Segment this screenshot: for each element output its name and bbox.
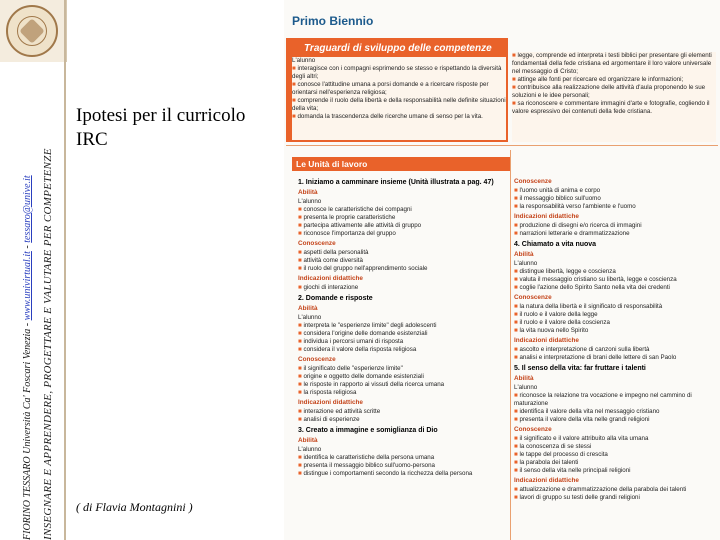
band-title: Traguardi di sviluppo delle competenze	[304, 43, 492, 54]
list-item: ■ presenta il messaggio biblico sull'uomo-persona	[298, 462, 436, 469]
subsection-label: Abilità	[298, 305, 318, 312]
list-item: ■ il senso della vita nelle principali religioni	[514, 467, 631, 474]
subsection-label: Abilità	[514, 375, 534, 382]
list-item: ■ origine e oggetto delle domande esistenziali	[298, 373, 424, 380]
band-line: ■ comprende il ruolo della libertà e della responsabilità nelle definite situazioni della vita;	[292, 97, 506, 112]
bullet-icon: ■	[298, 214, 304, 221]
bullet-icon: ■	[298, 257, 304, 264]
list-item: ■ la parabola dei talenti	[514, 459, 579, 466]
banner-motto: INSEGNARE E APPRENDERE, PROGETTARE E VALUTARE PER COMPETENZE	[42, 148, 54, 540]
unit-heading: 5. Il senso della vita: far fruttare i talenti	[514, 365, 646, 372]
unit-heading: 3. Creato a immagine e somiglianza di Dio	[298, 427, 438, 434]
bullet-icon: ■	[292, 81, 298, 88]
bullet-icon: ■	[512, 76, 518, 83]
list-item: ■ il ruolo del gruppo nell'apprendimento sociale	[298, 265, 428, 272]
band-line: ■ contribuisce alla realizzazione delle attività d'aula proponendo le sue soluzioni e le idee personali;	[512, 84, 706, 99]
list-item: ■ analisi di esperienze	[298, 416, 360, 423]
bullet-icon: ■	[514, 467, 520, 474]
university-logo	[0, 0, 67, 62]
bullet-icon: ■	[298, 284, 304, 291]
list-item: ■ la risposta religiosa	[298, 389, 357, 396]
bullet-icon: ■	[298, 330, 304, 337]
subsection-label: Indicazioni didattiche	[298, 399, 363, 406]
bullet-icon: ■	[514, 451, 520, 458]
bullet-icon: ■	[298, 206, 304, 213]
list-item: ■ il ruolo e il valore della coscienza	[514, 319, 610, 326]
bullet-icon: ■	[298, 389, 304, 396]
column-divider	[510, 150, 511, 540]
band-line: ■ interagisce con i compagni esprimendo se stesso e rispettando la diversità degli altri;	[292, 65, 502, 80]
band-left-text	[292, 57, 506, 140]
bullet-icon: ■	[298, 408, 304, 415]
list-item: ■ l'uomo unità di anima e corpo	[514, 187, 601, 194]
bullet-icon: ■	[512, 84, 518, 91]
text-line: L'alunno	[298, 314, 322, 321]
university-seal-icon	[6, 5, 58, 57]
email-link[interactable]: tessaro@unive.it	[22, 175, 33, 243]
bullet-icon: ■	[512, 52, 518, 59]
list-item: ■ coglie l'azione dello Spirito Santo nella vita dei credenti	[514, 284, 670, 291]
subsection-label: Abilità	[298, 437, 318, 444]
bullet-icon: ■	[292, 97, 298, 104]
bullet-icon: ■	[298, 338, 304, 345]
slide-title: Ipotesi per il curricolo IRC	[76, 105, 246, 150]
text-line: L'alunno	[514, 260, 538, 267]
bullet-icon: ■	[514, 195, 520, 202]
list-item: ■ valuta il messaggio cristiano su libertà, legge e coscienza	[514, 276, 677, 283]
bullet-icon: ■	[514, 459, 520, 466]
subsection-label: Conoscenze	[514, 294, 552, 301]
list-item: ■ la responsabilità verso l'ambiente e l'uomo	[514, 203, 636, 210]
subsection-label: Conoscenze	[514, 178, 552, 185]
bullet-icon: ■	[514, 311, 520, 318]
bullet-icon: ■	[514, 494, 520, 501]
subsection-label: Indicazioni didattiche	[298, 275, 363, 282]
bullet-icon: ■	[514, 435, 520, 442]
list-item: ■ il significato delle "esperienze limite"	[298, 365, 403, 372]
bullet-icon: ■	[514, 303, 520, 310]
bullet-icon: ■	[514, 230, 520, 237]
band-line: ■ conosce l'attitudine umana a porsi domande e a ricercare risposte per orientarsi nell'esperienza religiosa;	[292, 81, 489, 96]
subsection-label: Abilità	[514, 251, 534, 258]
bullet-icon: ■	[514, 392, 520, 399]
bullet-icon: ■	[514, 327, 520, 334]
list-item: ■ lavori di gruppo su testi delle grandi religioni	[514, 494, 640, 501]
list-item: ■ il messaggio biblico sull'uomo	[514, 195, 601, 202]
bullet-icon: ■	[298, 346, 304, 353]
bullet-icon: ■	[292, 113, 298, 120]
bullet-icon: ■	[298, 265, 304, 272]
left-column	[298, 176, 506, 478]
bullet-icon: ■	[514, 222, 520, 229]
list-item: ■ le tappe del processo di crescita	[514, 451, 608, 458]
bullet-icon: ■	[292, 65, 298, 72]
list-item: ■ presenta le proprie caratteristiche	[298, 214, 396, 221]
banner-author-line: FIORINO TESSARO Università Ca' Foscari Venezia - www.univirtual.it - tessaro@unive.it	[22, 175, 33, 540]
list-item: ■ distingue i comportamenti secondo la ricchezza della persona	[298, 470, 473, 477]
bullet-icon: ■	[298, 222, 304, 229]
subsection-label: Indicazioni didattiche	[514, 213, 579, 220]
list-item: ■ attualizzazione e drammatizzazione della parabola dei talenti	[514, 486, 687, 493]
list-item: ■ interazione ed attività scritte	[298, 408, 381, 415]
list-item: ■ individua i percorsi umani di risposta	[298, 338, 404, 345]
bullet-icon: ■	[514, 486, 520, 493]
band-line: ■ domanda la trascendenza delle ricerche umane di senso per la vita.	[292, 113, 483, 120]
band-right-text	[512, 52, 716, 142]
bullet-icon: ■	[514, 346, 520, 353]
band-line: L'alunno	[292, 57, 316, 64]
bullet-icon: ■	[514, 276, 520, 283]
list-item: ■ la conoscenza di se stessi	[514, 443, 592, 450]
list-item: ■ la natura della libertà e il significato di responsabilità	[514, 303, 663, 310]
slide-author: ( di Flavia Montagnini )	[76, 500, 193, 514]
bullet-icon: ■	[298, 462, 304, 469]
bullet-icon: ■	[298, 416, 304, 423]
band-line: ■ legge, comprende ed interpreta i testi biblici per presentare gli elementi fondamentali della fede cristiana ed argomentare il loro valore universale nel messaggio di Cristo;	[512, 52, 712, 75]
list-item: ■ giochi di interazione	[298, 284, 359, 291]
list-item: ■ attività come diversità	[298, 257, 363, 264]
list-item: ■ riconosce la relazione tra vocazione e impegno nel cammino di maturazione	[514, 392, 692, 407]
bullet-icon: ■	[514, 268, 520, 275]
bullet-icon: ■	[514, 203, 520, 210]
unit-heading: 1. Iniziamo a camminare insieme (Unità illustrata a pag. 47)	[298, 179, 494, 186]
subsection-label: Conoscenze	[298, 356, 336, 363]
list-item: ■ le risposte in rapporto ai vissuti della ricerca umana	[298, 381, 445, 388]
bullet-icon: ■	[298, 322, 304, 329]
bullet-icon: ■	[298, 454, 304, 461]
doc-heading: Primo Biennio	[292, 14, 374, 28]
list-item: ■ produzione di disegni e/o ricerca di immagini	[514, 222, 642, 229]
list-item: ■ analisi e interpretazione di brani delle lettere di san Paolo	[514, 354, 677, 361]
list-item: ■ aspetti della personalità	[298, 249, 369, 256]
subsection-label: Conoscenze	[298, 240, 336, 247]
list-item: ■ identifica le caratteristiche della persona umana	[298, 454, 435, 461]
subsection-label: Abilità	[298, 189, 318, 196]
bullet-icon: ■	[514, 416, 520, 423]
bullet-icon: ■	[514, 187, 520, 194]
list-item: ■ il significato e il valore attribuito alla vita umana	[514, 435, 649, 442]
bullet-icon: ■	[298, 230, 304, 237]
banner-divider	[64, 0, 66, 540]
section-divider	[286, 145, 718, 146]
list-item: ■ distingue libertà, legge e coscienza	[514, 268, 616, 275]
subsection-label: Indicazioni didattiche	[514, 477, 579, 484]
list-item: ■ ascolto e interpretazione di canzoni sulla libertà	[514, 346, 650, 353]
unit-heading: 4. Chiamato a vita nuova	[514, 241, 597, 248]
list-item: ■ presenta il valore della vita nelle grandi religioni	[514, 416, 650, 423]
section-label: Le Unità di lavoro	[292, 157, 510, 171]
list-item: ■ conosce le caratteristiche dei compagni	[298, 206, 412, 213]
subsection-label: Indicazioni didattiche	[514, 337, 579, 344]
list-item: ■ narrazioni letterarie e drammatizzazione	[514, 230, 630, 237]
bullet-icon: ■	[514, 443, 520, 450]
text-line: L'alunno	[298, 446, 322, 453]
website-link[interactable]: www.univirtual.it	[22, 251, 33, 321]
list-item: ■ partecipa attivamente alle attività di gruppo	[298, 222, 422, 229]
bullet-icon: ■	[298, 373, 304, 380]
bullet-icon: ■	[298, 249, 304, 256]
right-column	[514, 176, 714, 502]
bullet-icon: ■	[514, 284, 520, 291]
list-item: ■ la vita nuova nello Spirito	[514, 327, 589, 334]
list-item: ■ considera l'origine delle domande esistenziali	[298, 330, 428, 337]
subsection-label: Conoscenze	[514, 426, 552, 433]
curriculum-scan	[284, 0, 720, 540]
bullet-icon: ■	[514, 354, 520, 361]
text-line: L'alunno	[298, 198, 322, 205]
bullet-icon: ■	[514, 408, 520, 415]
bullet-icon: ■	[514, 319, 520, 326]
band-line: ■ sa riconoscere e commentare immagini d'arte e fotografie, cogliendo il valore espressivo dei contenuti della fede cristiana.	[512, 100, 710, 115]
bullet-icon: ■	[512, 100, 518, 107]
list-item: ■ identifica il valore della vita nel messaggio cristiano	[514, 408, 660, 415]
list-item: ■ interpreta le "esperienze limite" degli adolescenti	[298, 322, 437, 329]
bullet-icon: ■	[298, 470, 304, 477]
bullet-icon: ■	[298, 381, 304, 388]
list-item: ■ considera il valore della risposta religiosa	[298, 346, 417, 353]
list-item: ■ riconosce l'importanza del gruppo	[298, 230, 396, 237]
unit-heading: 2. Domande e risposte	[298, 295, 373, 302]
band-line: ■ attinge alle fonti per ricercare ed organizzare le informazioni;	[512, 76, 684, 83]
list-item: ■ il ruolo e il valore della legge	[514, 311, 598, 318]
bullet-icon: ■	[298, 365, 304, 372]
text-line: L'alunno	[514, 384, 538, 391]
